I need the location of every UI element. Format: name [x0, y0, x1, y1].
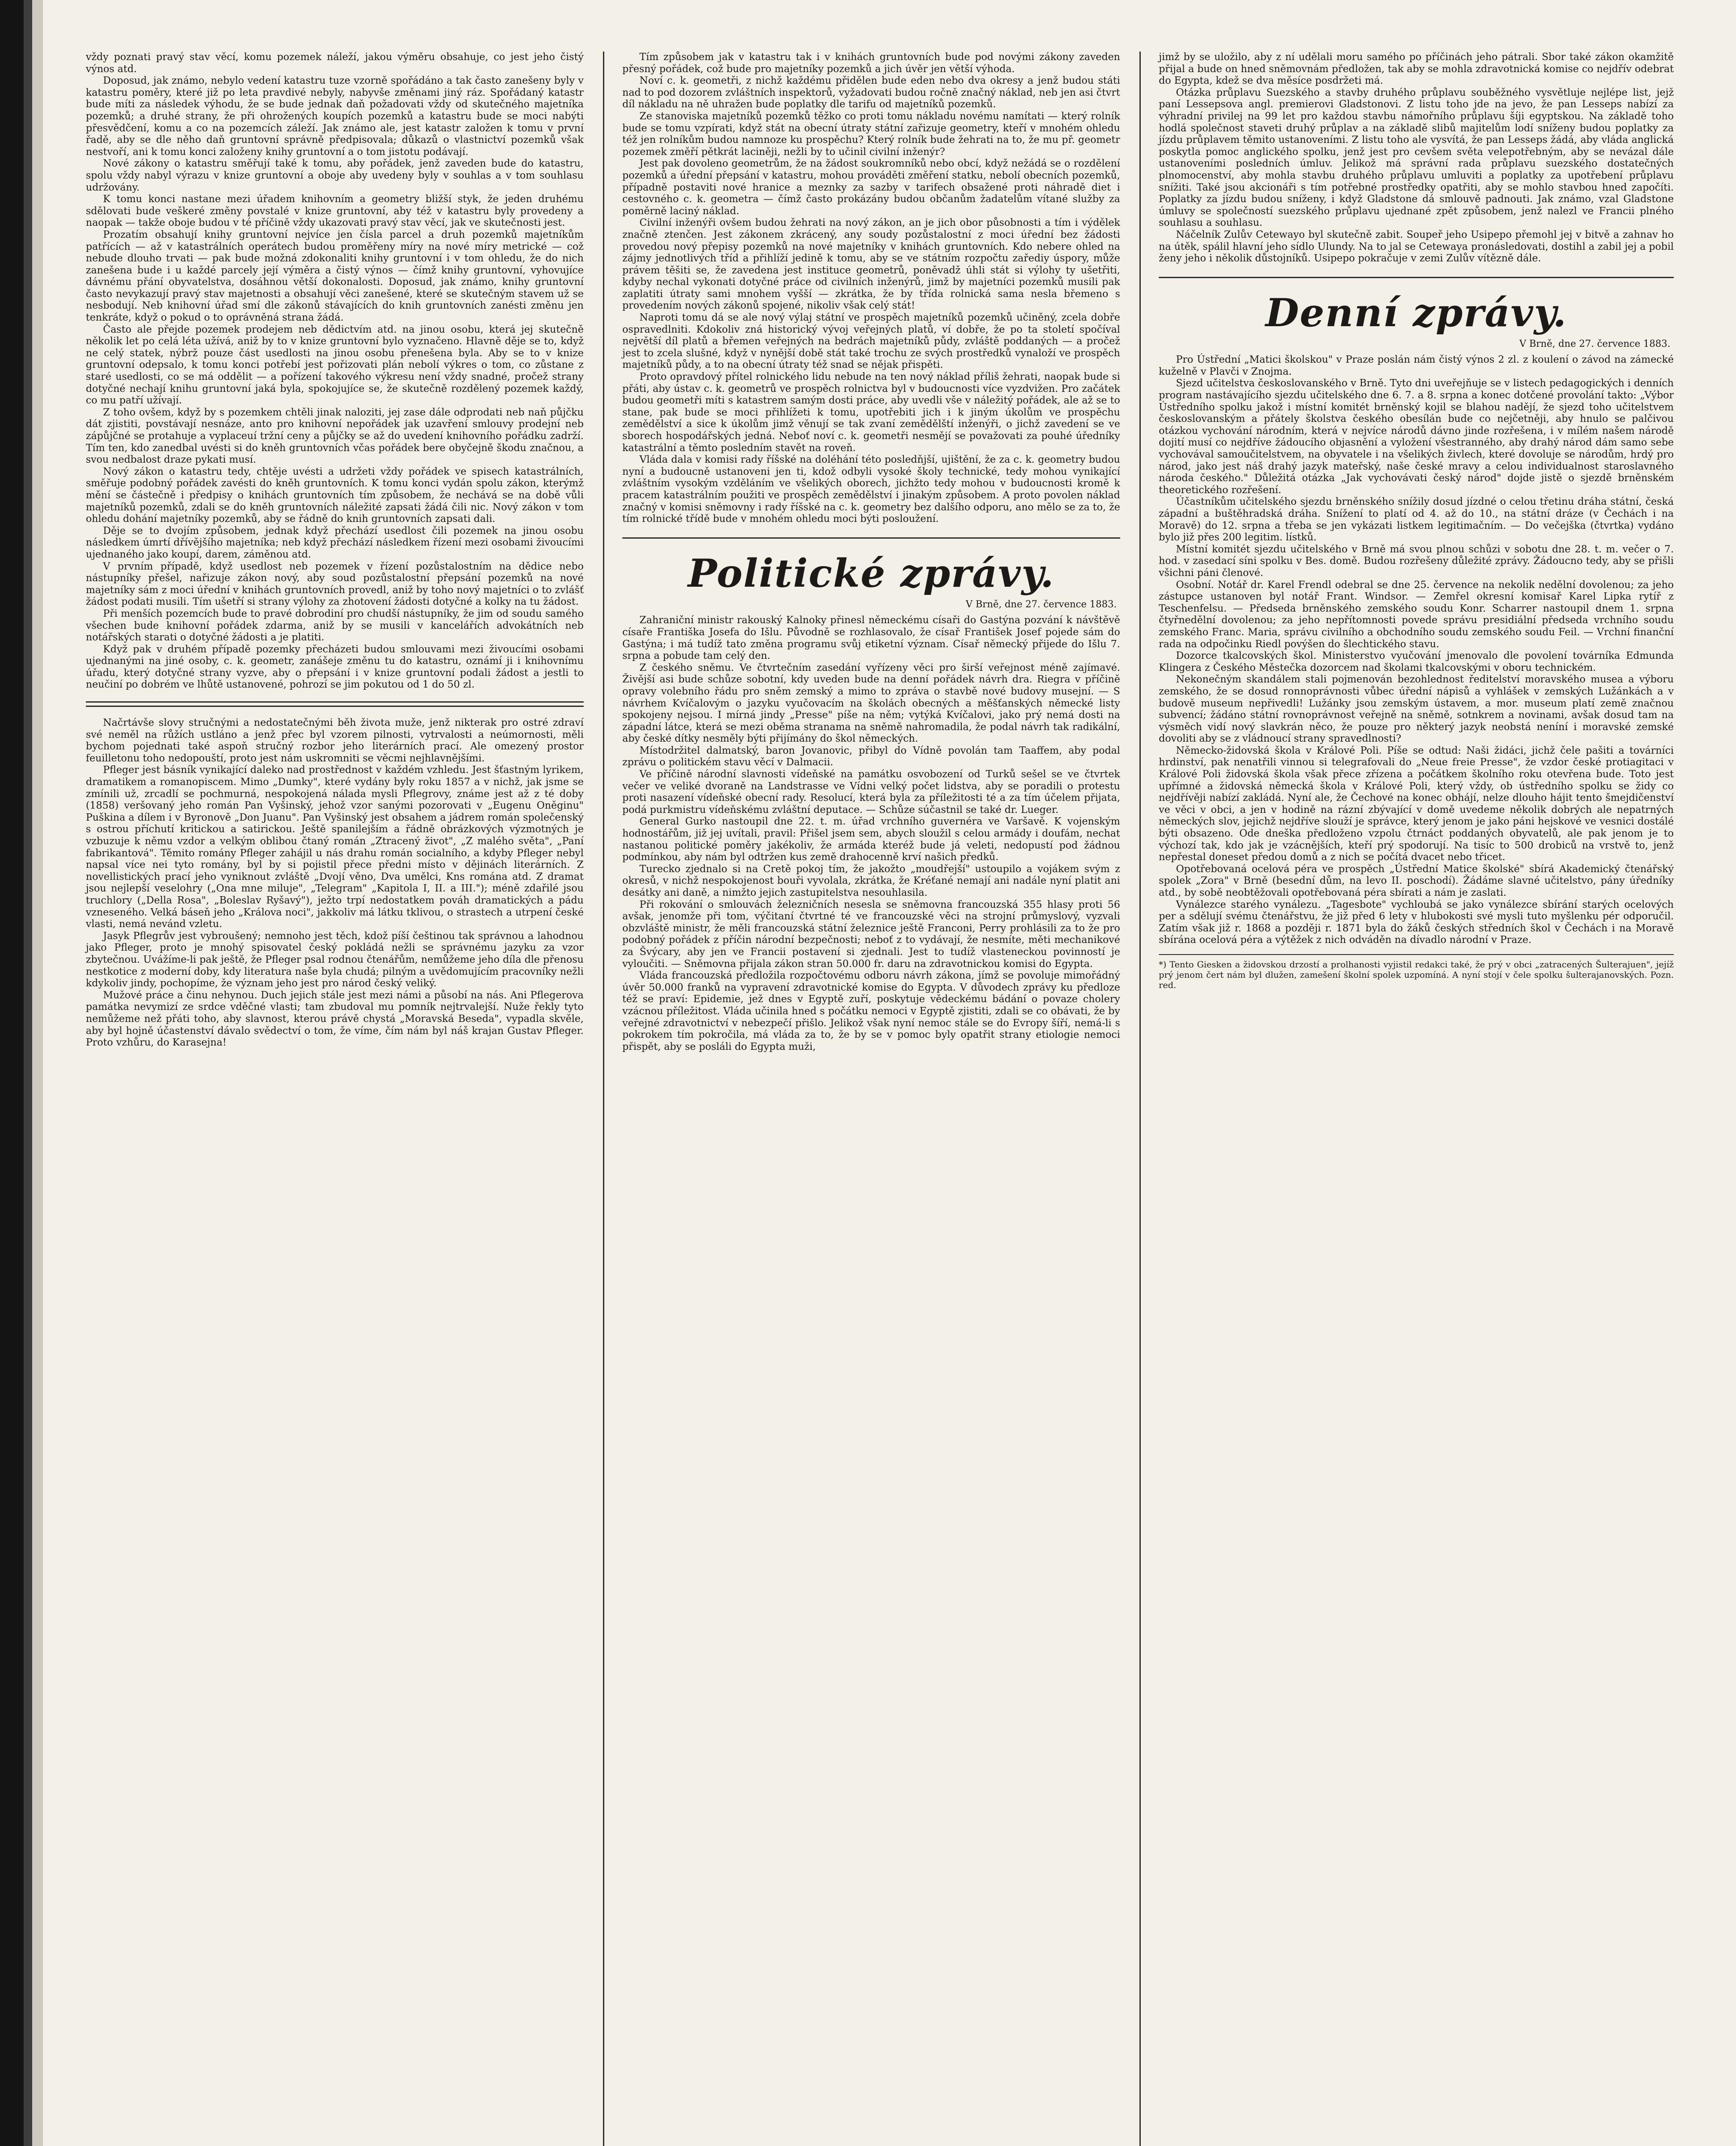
column-2	[622, 52, 1120, 1053]
col1-paragraph: K tomu konci nastane mezi úřadem knihovním a geometry bližší styk, že jeden druhému sdělovati bude veškeré změny povstalé v knize gruntovní, aby též v katastru byly provedeny a naopak — takže oboje budou v té příčině vždy ukazovati pravý stav věcí, jak ve skutečnosti jest.	[86, 194, 584, 229]
news-item: Turecko zjednalo si na Cretě pokoj tím, že jakožto „moudřejší" ustoupilo a vojákem svým z okresů, v nichž nespokojenost bouři vyvolala, zkrátka, že Kréťané nemají ani nadále nyní platit ani desátky ani daně, a nimžto jejich zastupitelstva nesouhlasila.	[622, 863, 1120, 898]
news-item: Účastníkům učitelského sjezdu brněnského snížily dosud jízdné o celou třetinu dráha státní, česká západní a buštěhradská dráha. Snížení to platí od 4. až do 10., na státní dráze (v Čechách i na Moravě) do 12. srpna a třeba se jen vykázati listkem legitimačním. — Do večejška (čtvrtka) vydáno bylo již přes 200 legitim. lístků.	[1159, 496, 1674, 543]
dateline: V Brně, dne 27. července 1883.	[1519, 338, 1670, 349]
column-rule	[603, 52, 604, 2146]
col3-paragraph: Otázka průplavu Suezského a stavby druhého průplavu souběžného vysvětluje nejlépe list, jejž paní Lessepsova angl. premierovi Gladstonovi. Z listu toho jde na jevo, že pan Lesseps nabízí za výhradní privilej na 99 let pro každou stavbu námořního průplavu šíji egyptskou. Na základě toho hodlá společnost staveti druhý průplav a na základě slibů majitelům lodí sníženy budou poplatky za jízdu průplavem těmito ustanoveními. Z listu toho ale vysvítá, že pan Lesseps žádá, aby vláda anglická poskytla pomoc anglického spolku, jenž jest pro cevšem světa velepotřebným, aby se nevázal dále ustanoveními posledních úmluv. Jelikož má správní rada průplavu suezského dostatečných plnomocenství, aby mohla stavbu druhého průplavu umluviti a poplatky za upotřebení průplavu snížiti. Také jsou akcionáři s tím potřebné prostředky opatřiti, aby se mohlo stavbou hned započíti. Poplatky za jízdu budou sníženy, i když Gladstone dá smlouvě padnouti. Jak známo, vzal Gladstone úmluvy se společností suezského průplavu ujednané zpět způsobem, jenž nalezl ve Francii plného souhlasu a souhlasu.	[1159, 87, 1674, 229]
column-3	[1159, 52, 1674, 990]
news-item: Místní komitét sjezdu učitelského v Brně má svou plnou schůzi v sobotu dne 28. t. m. večer o 7. hod. v zasedací síni spolku v Bes. domě. Budou rozřešeny důležité zprávy. Žádoucno tedy, aby se přišli všichni páni členové.	[1159, 543, 1674, 579]
col1-paragraph: Děje se to dvojím způsobem, jednak když přechází usedlost čili pozemek na jinou osobu následkem úmrtí dřívějšího majetníka; neb když přechází následkem řízení mezi osobami živoucími ujednaného jako koupí, darem, záměnou atd.	[86, 525, 584, 560]
section-heading-denni-zpravy: Denní zprávy.	[1265, 290, 1567, 336]
col2-paragraph: Civilní inženýři ovšem budou žehrati na nový zákon, an je jich obor působnosti a tím i výdělek značně ztenčen. Jest zákonem zkrácený, any soudy pozůstalostní z moci úřední bez žádosti provedou nový přepisy pozemků na nové majetníky v knihách gruntovních. Kdo nebere ohled na zájmy jednotlivých tříd a přihlíží jedině k tomu, aby se ve státním rozpočtu zařediy úspory, může právem těšiti se, že zavedena jest instituce geometrů, poněvadž úhli stát si výlohy ty ušetřiti, kdyby nechal vykonati dotyčné práce od civilních inženýrů, jimž by majetníci pozemků musili pak zaplatiti útraty sami mnohem vyšší — zkrátka, že by třída rolnická sama nesla břemeno s provedením nových zákonů spojené, nikoliv však celý stát!	[622, 217, 1120, 312]
feuilleton-paragraph: Načrtávše slovy stručnými a nedostatečnými běh života muže, jenž nikterak pro ostré zdraví své neměl na růžích ustláno a jenž přec byl vzorem pilnosti, vytrvalosti a neúmornosti, měli bychom pojednati také aspoň stručný rozbor jeho literárních prací. Ale omezený prostor feuilletonu toho nedopouští, proto jest nám uskromniti se věcmi nejhlavnějšími.	[86, 717, 584, 764]
news-item: Opotřebovaná ocelová péra ve prospěch „Ústřední Matice školské" sbírá Akademický čtenářský spolek „Zora" v Brně (besední dům, na levo II. poschodí). Žádáme slavné učitelstvo, pány úředníky atd., by sobě neobtěžovali opotřebovaná péra sbírati a nám je zaslati.	[1159, 863, 1674, 898]
news-item: Vláda francouzská předložila rozpočtovému odboru návrh zákona, jímž se povoluje mimořádný úvěr 50.000 franků na vypravení zdravotnické komise do Egypta. V důvodech zprávy ku předloze též se praví: Epidemie, jež dnes v Egyptě zuří, poskytuje vědeckému bádání o povaze cholery vzácnou příležitost. Vláda učinila hned s počátku nemoci v Egyptě zjistiti, zdali se co obávati, že by veřejné zdravotnictví v nebezpečí přišlo. Jelikož však nyní nemoc stále se do Evropy šíří, nemá-li s pokrokem tím pokročila, má vláda za to, že by se v pomoc byly opatřit strany etiologie nemoci přispět, aby se posláli do Egypta muži,	[622, 970, 1120, 1052]
news-item: Místodržitel dalmatský, baron Jovanovic, přibyl do Vídně povolán tam Taaffem, aby podal zprávu o politickém stavu věcí v Dalmacii.	[622, 745, 1120, 768]
feuilleton-paragraph: Jasyk Pflegrův jest vybroušený; nemnoho jest těch, kdož píší češtinou tak správnou a lahodnou jako Pfleger, proto je mnohý spisovatel český pokládá nežli se správnému jazyku za vzor zbytečnou. Uvážíme-li pak ještě, že Pfleger psal rodnou čtenářům, nemůžeme jeho díla dle přenosu nestkotice z moderní doby, kdy literatura naše byla chudá; pilným a uvědomujícím pracovníky nežli kdykoliv jindy, pochopíme, že význam jeho jest pro národ český veliký.	[86, 930, 584, 989]
section-separator	[622, 537, 1120, 539]
section-separator	[1159, 277, 1674, 278]
column-1	[86, 52, 584, 1049]
section-heading-politicke-zpravy: Politické zprávy.	[688, 550, 1055, 596]
col1-paragraph: Prozatím obsahují knihy gruntovní nejvíce jen čísla parcel a druh pozemků majetníkům patřících — až v katastrálních operátech budou proměřeny míry na nové míry metrické — což nebude dlouho trvati — pak bude možná zdokonaliti knihy gruntovní i v tom ohledu, že do nich zanešena bude i u každé parcely její výměra a čistý výnos — čímž knihy gruntovní, vyhovujíce dávnému přání obyvatelstva, dosáhnou větší dokonalosti. Doposud, jak známo, knihy gruntovní často nevykazují pravý stav majetnosti a obsahují věci zanešené, které se skutečným stavem už se nesbodují. Neb knihovní úřad smí dle zákonů stávajících do knih gruntovních zanésti změnu jen tenkráte, když o pokud o to oprávněná strana žádá.	[86, 229, 584, 324]
col3-paragraph: Náčelník Zulův Cetewayo byl skutečně zabit. Soupeř jeho Usipepo přemohl jej v bitvě a zahnav ho na útěk, spálil hlavní jeho sídlo Ulundy. Na to jal se Cetewaya pronásledovati, dostihl a zabil jej a pobil ženy jeho i několik důstojníků. Usipepo pokračuje v zemi Zulův vítězně dále.	[1159, 229, 1674, 264]
news-item: Ve příčině národní slavnosti vídeňské na památku osvobození od Turků sešel se ve čtvrtek večer ve veliké dvoraně na Landstrasse ve Vídni velký počet lidstva, aby se poradili o protestu proti nasazení vídeňské obecní rady. Resolucí, která byla za příležitosti té a za tím účelem přijata, podá purkmistru vídeňskému zvláštní deputace. — Schůze súčastnil se také dr. Lueger.	[622, 769, 1120, 815]
news-item: General Gurko nastoupil dne 22. t. m. úřad vrchního guvernéra ve Varšavě. K vojenským hodnostářům, již jej uvítali, pravil: Přišel jsem sem, abych sloužil s celou armády i doufám, nechat nastanou politické poměry jakékoliv, že armáda kteréž bude já veleti, nedopustí pod žádnou podmínkou, aby nám byl odtržen kus země drahocenně krví našich předků.	[622, 816, 1120, 863]
dateline: V Brně, dne 27. července 1883.	[966, 599, 1117, 610]
col3-paragraph: jimž by se uložilo, aby z ní udělali moru samého po příčinách jeho pátrali. Sbor také zákon okamžitě přijal a bude on hned sněmovnám předložen, tak aby se mohla zdravotnická komise co nejdřív odebrat do Egypta, kdež se dva měsíce posdržeti má.	[1159, 52, 1674, 87]
news-item: Sjezd učitelstva českoslovanského v Brně. Tyto dni uveřejňuje se v listech pedagogických i denních program nastávajícího sjezdu učitelského dne 6. 7. a 8. srpna a konec dotčené provolání takto: „Výbor Ústředního spolku jakož i místní komitét brněnský kojil se blahou nadějí, že sjezd toho učitelstvem českoslovanským a přátely školstva českého obesílán bude co nejčetněji, aby hnulo se palčivou otázkou vychování národním, která v nejvíce národů dávno jinde rozřešena, i v mílém našem národě dojití musí co nejdříve žádoucího objasnění a vyložení všestranného, aby drahý národ dám samo sebe vychovával samoučitelstvem, na obyvatele i na všelikých živlech, které dovoluje se národům, hrdý pro národ, jako jest náš drahý jazyk mateřský, naše české mravy a celou individualnost staroslavného národa českého." Důležitá otázka „Jak vychovávati český národ" dojde jistě o sjezdě brněnském theoretického rozřešení.	[1159, 378, 1674, 496]
news-item: Osobní. Notář dr. Karel Frendl odebral se dne 25. července na nekolik nedělní dovolenou; za jeho zástupce ustanoven byl notář Frant. Windsor. — Zemřel okresní komisař Karel Lipka rytíř z Teschenfelsu. — Předseda brněnského zemského soudu Konr. Scharrer nastoupil dnem 1. srpna čtyřnedělní dovolenou; za jeho nepřítomnosti povede správu presidiální předseda vrchního soudu zemského Franc. Maria, správu civilního a obchodního soudu zemského soudu Feil. — Vrchní finanční rada na odpočinku Riedl povýšen do šlechtického stavu.	[1159, 579, 1674, 650]
col1-paragraph: Při menších pozemcích bude to pravé dobrodiní pro chudší nástupníky, že jim od soudu samého všechen bude knihovní pořádek zdarma, aniž by se musili v kancelářích advokátních neb notářských starati o dotyčné žádosti a je platiti.	[86, 608, 584, 643]
feuilleton-paragraph: Mužové práce a činu nehynou. Duch jejich stále jest mezi námi a působí na nás. Ani Pflegerova památka nevymizí ze srdce vděčné vlasti; tam zbudoval mu pomník nejtrvalejší. Nuže řekly tyto nemůžeme než přáti toho, aby slavnost, kterou právě chystá „Moravská Beseda", vypadla skvěle, aby byl hojně účastenství dávalo svědectví o tom, že víme, čím nám byl náš krajan Gustav Pfleger. Proto vzhůru, do Karasejna!	[86, 989, 584, 1049]
col1-paragraph: Často ale přejde pozemek prodejem neb dědictvím atd. na jinou osobu, která jej skutečně několik let po celá léta užívá, aniž by to v knize gruntovní bylo vyznačeno. Hlavně děje se to, když ne celý statek, nýbrž pouze část usedlosti na jinou osobu přenešena byla. Aby se to v knize gruntovní odepsalo, k tomu konci potřebí jest pořizovati plán nebolí výkres o tom, co zůstane z staré usedlosti, co se má oddělit — a pořízení takového výkresu není vždy snadné, pročež strany dotyčné nechají knihu gruntovní jaká byla, spokojujíce se, že skutečně rozdělený pozemek každý, co mu patří užívají.	[86, 324, 584, 406]
news-item: Z českého sněmu. Ve čtvrtečním zasedání vyřízeny věci pro širší veřejnost méně zajímavé. Živější asi bude schůze sobotní, kdy uveden bude na denní pořádek návrh dra. Riegra v příčině opravy volebního řádu pro sněm zemský a mimo to zpráva o stavbě nové budovy musejní. — S návrhem Kvíčalovým o jazyku vyučovacím na školách obecných a měšťanských německé listy spokojeny nejsou. I mírná jindy „Presse" píše na něm; vytýká Kvíčalovi, jako prý nemá dosti na západní látce, která se mezi oběma stranama na sněmě nahromadila, že podal návrh tak radikální, aby české dítky nesměly býti přijímány do škol německých.	[622, 662, 1120, 745]
col2-paragraph: Tím způsobem jak v katastru tak i v knihách gruntovních bude pod novými zákony zaveden přesný pořádek, což bude pro majetníky pozemků a jich úvěr jen větší výhoda.	[622, 52, 1120, 75]
col1-paragraph: V prvním případě, když usedlost neb pozemek v řízení pozůstalostním na dědice nebo nástupníky přešel, nařizuje zákon nový, aby soud pozůstalostní přepsání pozemků na nové majetníky sám z moci úřední v knihách gruntovních provedl, aniž by toho nový majetníci o to zvlášť žádost podati musili. Tím ušetří si strany výlohy za zhotovení žádosti dotyčné a kolky na tu žádost.	[86, 561, 584, 608]
column-rule	[1139, 52, 1141, 2146]
feuilleton-paragraph: Pfleger jest básník vynikající daleko nad prostřednost v každém vzhledu. Jest šťastným lyrikem, dramatikem a romanopiscem. Mimo „Dumky", které vydány byly roku 1857 a v nichž, jak jsme se zmínili už, zrcadlí se pochmurná, nespokojená nálada mysli Pflegrovy, známe jest až z té doby (1858) veršovaný jeho román Pan Vyšinský, jehož vzor sanými pozorovati v „Eugenu Oněginu" Puškina a dílem i v Byronově „Don Juanu". Pan Vyšinský jest obsahem a jádrem román společenský s ostrou příchutí kritickou a satirickou. Ještě spanilejším a řádně obrázkových výzmotných je vzbuzuje k němu vzdor a velkým oblibou čtaný román „Ztracený život", „Z malého světa", „Paní fabrikantová". Těmito romány Pfleger zahájil u nás drahu román socialního, a kdyby Pfleger nebyl napsal více nei tyto romány, byl by si pojistil přece předni místo v dějinách literárních. Z novellistických prací jeho vyniknout zvláště „Dvojí věno, Dva umělci, Kns romána atd. Z dramat jsou nejlepší veselohry („Ona mne miluje", „Telegram" „Kapitola I, II. a III."); méně zdařilé jsou truchlory („Della Rosa", „Boleslav Ryšavý"), ježto trpí nedostatkem pováh dramatických a pádu vzneseného. Velká báseň jeho „Králova noci", jakkoliv má látku tklivou, o strastech a utrpení české vlasti, nemá nevánd vzletu.	[86, 764, 584, 930]
col1-paragraph: Nové zákony o katastru směřují také k tomu, aby pořádek, jenž zaveden bude do katastru, spolu vždy nabyl výrazu v knize gruntovní a oboje aby uvedeny byly v souhlas a v tom souhlasu udržovány.	[86, 158, 584, 193]
binding-edge	[0, 0, 52, 2146]
col2-paragraph: Jest pak dovoleno geometrům, že na žádost soukromníků nebo obcí, když nežádá se o rozdělení pozemků a úřední přepsání v katastru, mohou prováděti změření statku, nebolí obecních pozemků, případně postaviti nové hranice a meznky za sazby v tarifech obsažené proti náhradě diet i cestovného c. k. geometra — čímž často prokázány budou občanům žadatelům vítané služby za poměrně laciný náklad.	[622, 158, 1120, 217]
feuilleton-separator	[86, 701, 584, 707]
col2-paragraph: Proto opravdový přítel rolnického lidu nebude na ten nový náklad příliš žehrati, naopak bude si přáti, aby ústav c. k. geometrů ve prospěch rolnictva byl v budoucnosti více vyzdvižen. Pro začátek budou geometři míti s katastrem samým dosti práce, aby uvedli vše v náležitý pořádek, ale až se to stane, pak bude se moci přihlížeti k tomu, upotřebiti jich i k jiným úkolům ve prospěchu zemědělství a sice k úkolům jimž věnují se tak zvaní zemědělští inženýři, o jichž zavedení se ve sborech hospodářských jedná. Neboť noví c. k. geometři nesmějí se považovati za pouhé úředníky katastrální a těmto posledním stavět na roveň.	[622, 371, 1120, 454]
col2-paragraph: Ze stanoviska majetníků pozemků těžko co proti tomu nákladu novému namítati — který rolník bude se tomu vzpírati, když stát na obecní útraty státní zařizuje geometry, kteří v mnohém ohledu též jen rolníkům budou namnoze ku prospěchu? Který rolník bude žehrati na to, že mu př. geometr pozemek změří pětkrát laciněji, nežli by to učinil civilní inženýr?	[622, 110, 1120, 158]
news-item: Zahraniční ministr rakouský Kalnoky přinesl německému císaři do Gastýna pozvání k návštěvě císaře Františka Josefa do Išlu. Původně se rozhlasovalo, že císař František Josef pojede sám do Gastýna; i má tudíž tato změna programu svůj etiketní význam. Císař německý přijede do Išlu 7. srpna a pobude tam celý den.	[622, 615, 1120, 662]
col1-paragraph: Když pak v druhém případě pozemky přecházeti budou smlouvami mezi živoucími osobami ujednanými na jiné osoby, c. k. geometr, zanášeje změnu tu do katastru, oznámí ji i knihovnímu úřadu, který dotyčné strany vyzve, aby o přepsání i v knize gruntovní podali žádost a jestli to neučiní po dobrém ve lhůtě ustanovené, pohrozí se jim pokutou od 1 do 50 zl.	[86, 643, 584, 691]
news-item: Německo-židovská škola v Králové Poli. Píše se odtud: Naši židáci, jichž čele pašiti a továrníci hrdinství, pak nenatřili vinnou si telegrafovali do „Neue freie Presse", že vzdor české protiagitaci v Králové Poli židovská škola však přece zřízena a počátkem školního roku otevřena bude. Toto jest upřímné a židovská německá škola v Králové Poli, který vždy, ob ústředního spolku se židy co nejdřívěji nabízí zakládá. Nyní ale, že Čechové na konec obhájí, nelze dlouho hájit tento šmejdičenství ve věci v obci, a jen v hodině na rázní zbývající v domě uvedeme několik dobrých ale nepatrných německých slov, jejichž nejdříve slouží je správce, který jenom je jako páni hejskové ve vesnici dostálé býti obsazeno. Ode dneška předloženo vzpolu čtrnáct poddaných obyvatelů, ale pak jenom je to výchozí tak, kdo jak je vzácnějších, kteří prý spodorují. Na tisíc to 500 drobiců na vrstvě to, jenž nepřestal doneset předou domů a z nich se počítá dvacet nebo třicet.	[1159, 745, 1674, 863]
news-item: Pro Ústřední „Matici školskou" v Praze poslán nám čistý výnos 2 zl. z koulení o závod na zámecké kuželně v Plavči v Znojma.	[1159, 354, 1674, 377]
news-item: Nekonečným skandálem stali pojmenován bezohlednost ředitelství moravského musea a výboru zemského, že se dosud ronnoprávnosti vůbec úřední nápisů a vyhlášek v zemských Lužánkách a v budově museum nepřivedli! Lužánky jsou zemským ústavem, a mor. museum platí země značnou subvencí; žádáno státní rovnoprávnost veřejně na sněmě, sotnkrem a novinami, avšak dosud tam na výsměch vidí nový slavkrán něco, že pouze pro některý jazyk neobstá neníní i moravské zemské dovoliti aby se z vládnoucí strany spravedlnosti?	[1159, 674, 1674, 745]
col2-paragraph: Noví c. k. geometři, z nichž každému přidělen bude eden nebo dva okresy a jenž budou státi nad to pod dozorem zvláštních inspektorů, vyžadovati budou ročně značný náklad, neb jen asi čtvrt díl nákladu na ně uhražen bude poplatky dle tarifu od majetníků pozemků.	[622, 75, 1120, 110]
news-item: Vynálezce starého vynálezu. „Tagesbote" vychloubá se jako vynálezce sbírání starých ocelových per a sdělují svému čtenářstvu, že již před 6 lety v hlubokosti své mysli tuto myšlenku pér odporučil. Zatím však již r. 1868 a později r. 1871 byla do žáků českých středních škol v Čechách i na Moravě sbírána ocelová péra a výtěžek z nich odváděn na dívadlo národní v Praze.	[1159, 899, 1674, 946]
col1-paragraph: Z toho ovšem, když by s pozemkem chtěli jinak naloziti, jej zase dále odprodati neb naň půjčku dát zjistiti, povstávají nesnáze, anto pro knihovní nepořádek jak uzavření smlouvy prodejní neb zápůjčné se protahuje a vyplaceuí tržní ceny a půjčky se až do uvedení knihovního pořádku zadrží. Tím ten, kdo zanedbal uvésti si do kněh gruntovních včas pořádek bere obyčejně škodu značnou, a svou nedbalost draze pykati musí.	[86, 406, 584, 466]
news-item: Dozorce tkalcovských škol. Ministerstvo vyučování jmenovalo dle povolení továrníka Edmunda Klingera z Českého Městečka dozorcem nad školami tkalcovskými v oboru technickém.	[1159, 650, 1674, 673]
news-item: Při rokování o smlouvách železničních nesesla se sněmovna francouzská 355 hlasy proti 56 avšak, jenomže při tom, výčitaní čtvrtné té ve francouzské věci na strojní průmyslový, vyzvali obzvláště ministr, že měli francouzská státní železnice ještě Franconi, Perry prohlásili za to že pro podobný pořádek z příčin národní bezpečnosti; neboť z to vydávají, že nesmíte, měti mechanikové za Švýcary, aby jen ve Francii postavení si zjednali. Jest to tudíž vlasteneckou povinností je vyloučiti. — Sněmovna přijala zákon stran 50.000 fr. daru na zdravotnickou komisi do Egypta.	[622, 899, 1120, 970]
col2-paragraph: Naproti tomu dá se ale nový výlaj státní ve prospěch majetníků pozemků učiněný, zcela dobře ospravedlniti. Kdokoliv zná historický vývoj veřejných platů, ví dobře, že po ta století spočíval největší díl platů a břemen veřejných na bedrách majetníků půdy, zvláště poddaných — a pročež jest to zcela slušné, když v nynější době stát také trochu ze svých prostředků vynaloží ve prospěch majetníků půdy, a to na obecní útraty též snad se nějak přispěti.	[622, 312, 1120, 371]
footnote: *) Tento Giesken a židovskou drzostí a prolhanosti vyjistil redakci také, že prý v obci „zatracených Šulterajuen", jejíž prý jenom čert nám byl dlužen, zamešení školní spolek uzpomíná. A nyní stojí v čele spolku šulterajanovských. Pozn. red.	[1159, 954, 1674, 990]
col1-paragraph: vždy poznati pravý stav věcí, komu pozemek náleží, jakou výměru obsahuje, co jest jeho čistý výnos atd.	[86, 52, 584, 75]
col2-paragraph: Vláda dala v komisi rady říšské na doléhání této posledňjší, ujištění, že za c. k. geometry budou nyní a budoucně ustanoveni jen ti, kdož odbyli vysoké školy technické, tedy mohou vynikající zvláštním vysokým vzděláním ve všelikých oborech, jichžto tedy mohou v budoucnosti kromě k pracem katastrálním použiti ve prospěch zemědělství i jinakým způsobem. A proto povolen náklad značný v komisi sněmovny i rady říšské na c. k. geometry bez dalšího odporu, ano mělo se za to, že tím rolnické třídě bude v mnohém ohledu moci býti posloužení.	[622, 454, 1120, 525]
col1-paragraph: Nový zákon o katastru tedy, chtěje uvésti a udržeti vždy pořádek ve spisech katastrálních, směřuje podobný pořádek zavésti do kněh gruntovních. K tomu konci vydán spolu zákon, kterýmž mění se částečně i předpisy o knihách gruntovních tím způsobem, že nechává se na době vůli majetníků pozemků, zdali se do kněh gruntovních náležité zapsati žádá čili nic. Nový zákon v tom ohledu dohání majetníky pozemků, aby se řádně do knih gruntovních zapsati dali.	[86, 466, 584, 525]
newspaper-page	[86, 52, 1678, 2146]
col1-paragraph: Doposud, jak známo, nebylo vedení katastru tuze vzorně spořádáno a tak často zanešeny byly v katastru poměry, které již po leta pravdivé nebyly, nabyvše změnami jiný ráz. Spořádaný katastr bude míti za následek výhodu, že se bude jednak daň požadovati vždy od skutečného majetníka pozemků; a druhé strany, že při ohrožených koupích pozemků a katastru bude se moci nabýti přesvědčení, komu a co na pozemcích záleží. Jak známo ale, jest katastr založen k tomu v první řadě, aby se dle něho daň gruntovní správně předpisovala; důkazů o vlastnictví pozemků však nestvoří, ani k tomu konci založeny knihy gruntovní a o tom jistotu podávají.	[86, 75, 584, 158]
